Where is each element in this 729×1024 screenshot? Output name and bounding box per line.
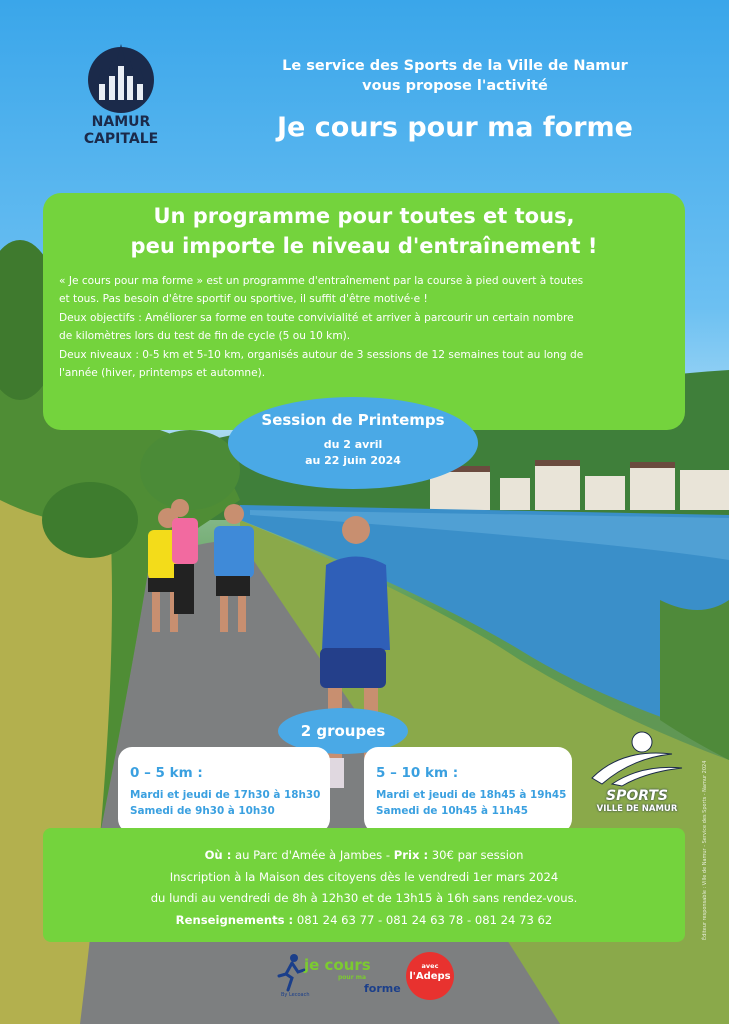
session-title: Session de Printemps (261, 411, 445, 429)
program-heading (43, 201, 685, 261)
forme-wordmark: forme (364, 982, 401, 995)
contact-label: Renseignements : (175, 913, 294, 927)
program-description-box (43, 193, 685, 430)
adeps-name: l'Adeps (409, 971, 451, 982)
practical-info-box (43, 828, 685, 942)
session-badge (228, 397, 478, 489)
intro-line-2: vous propose l'activité (362, 78, 548, 94)
location-value: au Parc d'Amée à Jambes - (231, 848, 394, 862)
group-schedule-weekday: Mardi et jeudi de 18h45 à 19h45 (376, 789, 567, 801)
program-heading-line-1: Un programme pour toutes et tous, (153, 204, 575, 228)
intro-line-1: Le service des Sports de la Ville de Namur (282, 58, 628, 74)
sports-word: SPORTS (605, 788, 669, 804)
program-line: « Je cours pour ma forme » est un programme d'entraînement par la course à pied ouvert à toutes (59, 275, 584, 287)
intro-text (230, 56, 680, 96)
group-schedule-weekday: Mardi et jeudi de 17h30 à 18h30 (130, 789, 321, 801)
price-value: 30€ par session (428, 848, 524, 862)
group-title: 0 – 5 km : (130, 765, 203, 781)
sports-swoosh-icon (582, 728, 692, 788)
adeps-logo (406, 952, 454, 1000)
footer-logos (276, 950, 456, 1006)
group-card-5-10km (364, 747, 572, 833)
location-price-line (43, 848, 685, 862)
program-heading-line-2: peu importe le niveau d'entraînement ! (130, 234, 598, 258)
groups-badge: 2 groupes (278, 708, 408, 754)
program-text (59, 272, 673, 382)
page-title: Je cours pour ma forme (277, 112, 633, 143)
program-line: l'année (hiver, printemps et automne). (59, 367, 266, 380)
sports-subtitle: VILLE DE NAMUR (596, 804, 678, 814)
price-label: Prix : (393, 848, 429, 862)
program-line: Deux niveaux : 0-5 km et 5-10 km, organisés autour de 3 sessions de 12 semaines tout au long de (59, 348, 584, 361)
runner-icon (276, 952, 306, 992)
registration-line-1: Inscription à la Maison des citoyens dès le vendredi 1er mars 2024 (169, 870, 559, 884)
registration-line-2: du lundi au vendredi de 8h à 12h30 et de 13h15 à 16h sans rendez-vous. (150, 891, 578, 905)
session-dates (228, 437, 478, 469)
contact-line (43, 913, 685, 927)
session-dates-line-2: au 22 juin 2024 (305, 454, 401, 467)
adeps-avec: avec (421, 962, 439, 970)
sports-ville-de-namur-logo (582, 728, 692, 828)
session-dates-line-1: du 2 avril (323, 438, 383, 451)
logo-line-namur: NAMUR (91, 114, 151, 130)
group-title: 5 – 10 km : (376, 765, 459, 781)
group-card-0-5km (118, 747, 330, 833)
brand-byline: By Lecoach (281, 992, 310, 998)
pour-ma-wordmark: pour ma (338, 974, 367, 981)
program-line: de kilomètres lors du test de fin de cycle (5 ou 10 km). (59, 330, 351, 343)
namur-capitale-logo (76, 40, 166, 148)
je-cours-wordmark: je cours (304, 956, 371, 974)
group-schedule-saturday: Samedi de 9h30 à 10h30 (130, 805, 275, 817)
logo-line-capitale: CAPITALE (83, 131, 159, 147)
contact-phones: 081 24 63 77 - 081 24 63 78 - 081 24 73 62 (293, 913, 553, 927)
location-label: Où : (204, 848, 232, 862)
program-line: et tous. Pas besoin d'être sportif ou sportive, il suffit d'être motivé·e ! (59, 293, 428, 306)
publisher-credit: Éditeur responsable : Ville de Namur - Service des Sports - Namur 2024 (702, 760, 708, 940)
group-schedule-saturday: Samedi de 10h45 à 11h45 (376, 805, 528, 817)
program-line: Deux objectifs : Améliorer sa forme en toute convivialité et arriver à parcourir un certain nombre (59, 311, 574, 324)
city-crest-icon (83, 40, 159, 114)
